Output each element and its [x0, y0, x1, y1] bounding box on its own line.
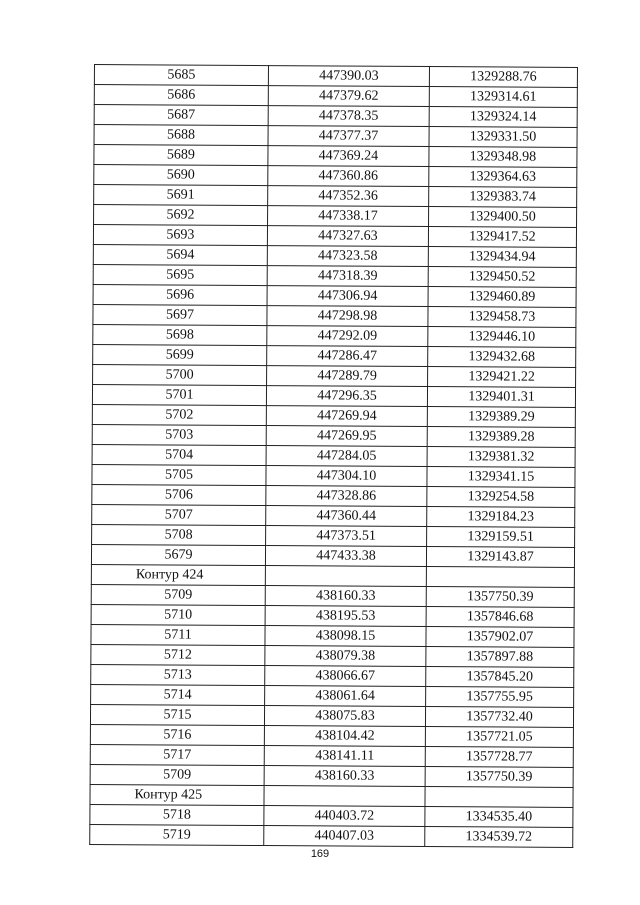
contour-header-row [90, 784, 573, 807]
y-coordinate-cell: 1329450.52 [428, 267, 576, 288]
coordinates-table-body [90, 65, 578, 848]
point-number-cell: 5719 [90, 824, 264, 845]
empty-cell [425, 787, 573, 808]
point-number-cell: 5717 [90, 744, 264, 765]
contour-label: Контур 425 [90, 784, 264, 805]
point-number-cell: 5712 [91, 644, 265, 665]
y-coordinate-cell: 1357845.20 [426, 667, 574, 688]
x-coordinate-cell: 447286.47 [267, 346, 428, 367]
point-number-cell: 5694 [93, 244, 267, 265]
point-number-cell: 5715 [90, 704, 264, 725]
point-number-cell: 5710 [91, 604, 265, 625]
point-number-cell: 5690 [94, 165, 268, 186]
table-row [90, 824, 573, 847]
y-coordinate-cell: 1329432.68 [428, 347, 576, 368]
point-number-cell: 5711 [91, 624, 265, 645]
y-coordinate-cell: 1329331.50 [429, 127, 577, 148]
x-coordinate-cell: 447390.03 [268, 66, 429, 87]
point-number-cell: 5707 [92, 504, 266, 525]
point-number-cell: 5687 [94, 105, 268, 126]
y-coordinate-cell: 1329434.94 [428, 247, 576, 268]
x-coordinate-cell: 447289.79 [267, 366, 428, 387]
y-coordinate-cell: 1329364.63 [429, 167, 577, 188]
x-coordinate-cell: 447269.95 [266, 426, 427, 447]
x-coordinate-cell: 447433.38 [265, 546, 426, 567]
x-coordinate-cell: 440403.72 [264, 806, 425, 827]
point-number-cell: 5685 [94, 65, 268, 86]
x-coordinate-cell: 438160.33 [265, 586, 426, 607]
x-coordinate-cell: 447328.86 [266, 486, 427, 507]
x-coordinate-cell: 447327.63 [267, 226, 428, 247]
point-number-cell: 5714 [91, 684, 265, 705]
y-coordinate-cell: 1357721.05 [425, 727, 573, 748]
y-coordinate-cell: 1357846.68 [426, 607, 574, 628]
point-number-cell: 5702 [92, 404, 266, 425]
y-coordinate-cell: 1329143.87 [426, 547, 574, 568]
y-coordinate-cell: 1329324.14 [429, 107, 577, 128]
point-number-cell: 5688 [94, 125, 268, 146]
point-number-cell: 5718 [90, 804, 264, 825]
y-coordinate-cell: 1357728.77 [425, 747, 573, 768]
y-coordinate-cell: 1329389.28 [427, 427, 575, 448]
x-coordinate-cell: 447306.94 [267, 286, 428, 307]
point-number-cell: 5693 [93, 225, 267, 246]
x-coordinate-cell: 438195.53 [265, 606, 426, 627]
x-coordinate-cell: 447269.94 [266, 406, 427, 427]
point-number-cell: 5704 [92, 444, 266, 465]
y-coordinate-cell: 1329400.50 [429, 207, 577, 228]
y-coordinate-cell: 1329446.10 [428, 327, 576, 348]
x-coordinate-cell: 447352.36 [268, 186, 429, 207]
y-coordinate-cell: 1329401.31 [427, 387, 575, 408]
y-coordinate-cell: 1329421.22 [428, 367, 576, 388]
y-coordinate-cell: 1357897.88 [426, 647, 574, 668]
empty-cell [265, 566, 426, 587]
x-coordinate-cell: 447318.39 [267, 266, 428, 287]
y-coordinate-cell: 1329288.76 [429, 67, 577, 88]
point-number-cell: 5696 [93, 284, 267, 305]
point-number-cell: 5700 [93, 364, 267, 385]
x-coordinate-cell: 447338.17 [268, 206, 429, 227]
point-number-cell: 5708 [92, 524, 266, 545]
point-number-cell: 5689 [94, 145, 268, 166]
y-coordinate-cell: 1357902.07 [426, 627, 574, 648]
x-coordinate-cell: 447378.35 [268, 106, 429, 127]
y-coordinate-cell: 1329460.89 [428, 287, 576, 308]
y-coordinate-cell: 1329417.52 [428, 227, 576, 248]
y-coordinate-cell: 1357750.39 [425, 767, 573, 788]
y-coordinate-cell: 1329383.74 [429, 187, 577, 208]
x-coordinate-cell: 447360.86 [268, 166, 429, 187]
y-coordinate-cell: 1357755.95 [426, 687, 574, 708]
x-coordinate-cell: 440407.03 [264, 826, 425, 847]
y-coordinate-cell: 1329389.29 [427, 407, 575, 428]
x-coordinate-cell: 438079.38 [265, 646, 426, 667]
empty-cell [426, 567, 574, 588]
y-coordinate-cell: 1357732.40 [425, 707, 573, 728]
x-coordinate-cell: 447360.44 [266, 506, 427, 527]
point-number-cell: 5709 [90, 764, 264, 785]
y-coordinate-cell: 1329458.73 [428, 307, 576, 328]
y-coordinate-cell: 1329159.51 [427, 527, 575, 548]
x-coordinate-cell: 447298.98 [267, 306, 428, 327]
y-coordinate-cell: 1357750.39 [426, 587, 574, 608]
point-number-cell: 5691 [94, 185, 268, 206]
y-coordinate-cell: 1334535.40 [425, 807, 573, 828]
point-number-cell: 5713 [91, 664, 265, 685]
point-number-cell: 5695 [93, 264, 267, 285]
x-coordinate-cell: 438160.33 [264, 766, 425, 787]
point-number-cell: 5679 [91, 544, 265, 565]
point-number-cell: 5698 [93, 324, 267, 345]
x-coordinate-cell: 438066.67 [265, 666, 426, 687]
point-number-cell: 5699 [93, 344, 267, 365]
page-number: 169 [310, 848, 330, 860]
empty-cell [264, 786, 425, 807]
coordinates-table [89, 64, 578, 848]
point-number-cell: 5706 [92, 484, 266, 505]
x-coordinate-cell: 438104.42 [264, 726, 425, 747]
point-number-cell: 5692 [94, 205, 268, 226]
x-coordinate-cell: 447379.62 [268, 86, 429, 107]
x-coordinate-cell: 438098.15 [265, 626, 426, 647]
contour-header-row [91, 564, 574, 587]
point-number-cell: 5697 [93, 304, 267, 325]
contour-label: Контур 424 [91, 564, 265, 585]
y-coordinate-cell: 1334539.72 [425, 827, 573, 848]
y-coordinate-cell: 1329341.15 [427, 467, 575, 488]
x-coordinate-cell: 438075.83 [264, 706, 425, 727]
y-coordinate-cell: 1329314.61 [429, 87, 577, 108]
point-number-cell: 5716 [90, 724, 264, 745]
x-coordinate-cell: 438141.11 [264, 746, 425, 767]
y-coordinate-cell: 1329254.58 [427, 487, 575, 508]
point-number-cell: 5686 [94, 85, 268, 106]
point-number-cell: 5705 [92, 464, 266, 485]
x-coordinate-cell: 438061.64 [265, 686, 426, 707]
y-coordinate-cell: 1329348.98 [429, 147, 577, 168]
x-coordinate-cell: 447373.51 [266, 526, 427, 547]
x-coordinate-cell: 447284.05 [266, 446, 427, 467]
x-coordinate-cell: 447323.58 [267, 246, 428, 267]
x-coordinate-cell: 447292.09 [267, 326, 428, 347]
x-coordinate-cell: 447304.10 [266, 466, 427, 487]
point-number-cell: 5703 [92, 424, 266, 445]
x-coordinate-cell: 447296.35 [266, 386, 427, 407]
y-coordinate-cell: 1329381.32 [427, 447, 575, 468]
x-coordinate-cell: 447377.37 [268, 126, 429, 147]
point-number-cell: 5709 [91, 584, 265, 605]
x-coordinate-cell: 447369.24 [268, 146, 429, 167]
y-coordinate-cell: 1329184.23 [427, 507, 575, 528]
point-number-cell: 5701 [92, 384, 266, 405]
